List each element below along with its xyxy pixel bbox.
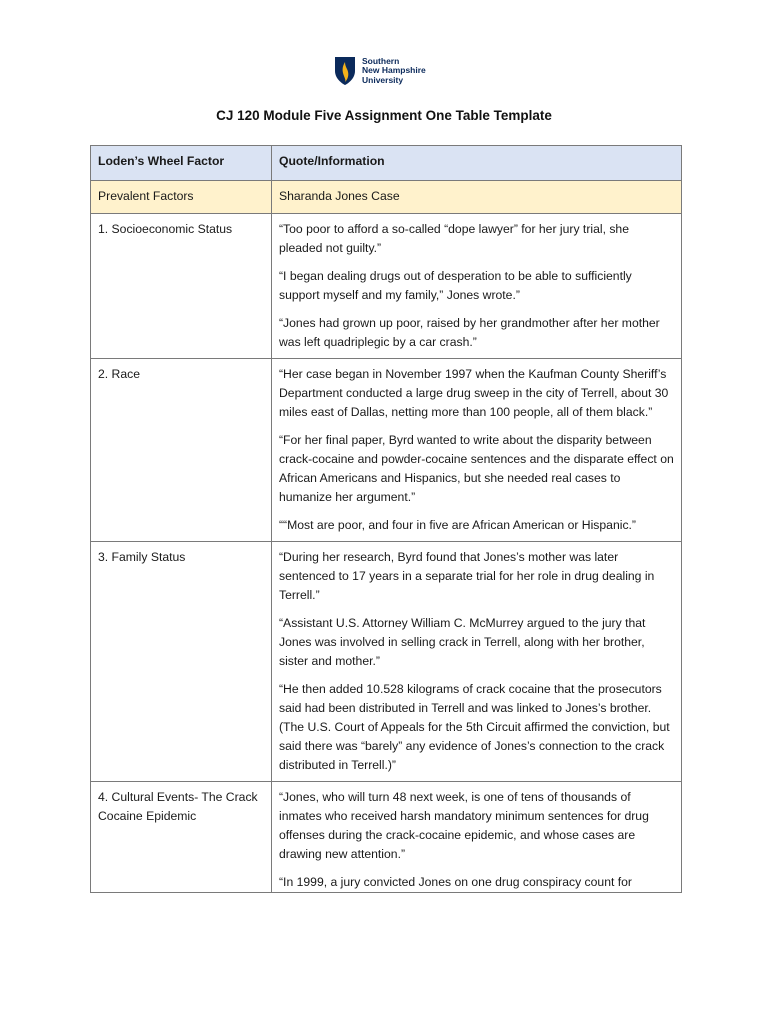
factor-label: 4. Cultural Events- The Crack Cocaine Epidemic: [98, 790, 258, 823]
quote-paragraph: “He then added 10.528 kilograms of crack cocaine that the prosecutors said had been distributed in Terrell and was linked to Jones’s brother. (The U.S. Court of Appeals for the 5th Circuit affirmed the conviction, but said there was “barely” any evidence of Jones’s connection to the crack distributed in Terrell.)”: [279, 682, 670, 772]
logo-wordmark: [362, 57, 426, 86]
factor-cell: [91, 782, 272, 893]
quote-paragraph: “I began dealing drugs out of desperation to be able to sufficiently support myself and my family,” Jones wrote.”: [279, 269, 632, 302]
column-header-factor: Loden’s Wheel Factor: [91, 146, 272, 181]
quote-paragraph: “During her research, Byrd found that Jones’s mother was later sentenced to 17 years in a separate trial for her role in drug dealing in Terrell.”: [279, 550, 655, 602]
logo-line-3: University: [362, 74, 404, 85]
quote-paragraph: “Jones had grown up poor, raised by her grandmother after her mother was left quadriplegic by a car crash.”: [279, 316, 660, 349]
factor-label: 2. Race: [98, 367, 141, 381]
factor-cell: [91, 542, 272, 782]
shield-icon: [334, 56, 356, 86]
table-header-row: [91, 146, 682, 181]
factor-label: 3. Family Status: [98, 550, 186, 564]
quote-cell: [272, 542, 682, 782]
quote-cell: [272, 359, 682, 542]
quote-cell: [272, 782, 682, 893]
factor-label: 1. Socioeconomic Status: [98, 222, 233, 236]
logo-line-2: New Hampshire: [362, 65, 426, 76]
snhu-logo: [334, 56, 426, 86]
logo-line-1: Southern: [362, 55, 400, 66]
quote-cell: [272, 214, 682, 359]
table-row: [91, 542, 682, 782]
table-row: [91, 782, 682, 893]
factor-cell: [91, 359, 272, 542]
factor-cell: [91, 214, 272, 359]
quote-paragraph: “For her final paper, Byrd wanted to write about the disparity between crack-cocaine and powder-cocaine sentences and the disparate effect on African Americans and Hispanics, but she needed real cases to humanize her argument.”: [279, 433, 674, 504]
quote-paragraph: “Assistant U.S. Attorney William C. McMurrey argued to the jury that Jones was involved in selling crack in Terrell, along with her brother, sister and mother.”: [279, 616, 646, 668]
column-header-quote: Quote/Information: [272, 146, 682, 181]
prevalent-factors-label: Prevalent Factors: [91, 181, 272, 214]
quote-paragraph: ““Most are poor, and four in five are African American or Hispanic.”: [279, 518, 636, 532]
quote-paragraph: “In 1999, a jury convicted Jones on one drug conspiracy count for: [279, 875, 632, 889]
prevalent-factors-case: Sharanda Jones Case: [272, 181, 682, 214]
table-row: [91, 359, 682, 542]
document-title: CJ 120 Module Five Assignment One Table Template: [216, 108, 552, 123]
lodens-wheel-table: [90, 145, 682, 893]
quote-paragraph: “Too poor to afford a so-called “dope lawyer” for her jury trial, she pleaded not guilty.”: [279, 222, 629, 255]
quote-paragraph: “Her case began in November 1997 when the Kaufman County Sheriff’s Department conducted a large drug sweep in the city of Terrell, about 30 miles east of Dallas, netting more than 100 people, all of them black.”: [279, 367, 669, 419]
quote-paragraph: “Jones, who will turn 48 next week, is one of tens of thousands of inmates who received harsh mandatory minimum sentences for drug offenses during the crack-cocaine epidemic, and whose cases are drawing new attention.”: [279, 790, 649, 861]
prevalent-factors-row: [91, 181, 682, 214]
table-row: [91, 214, 682, 359]
